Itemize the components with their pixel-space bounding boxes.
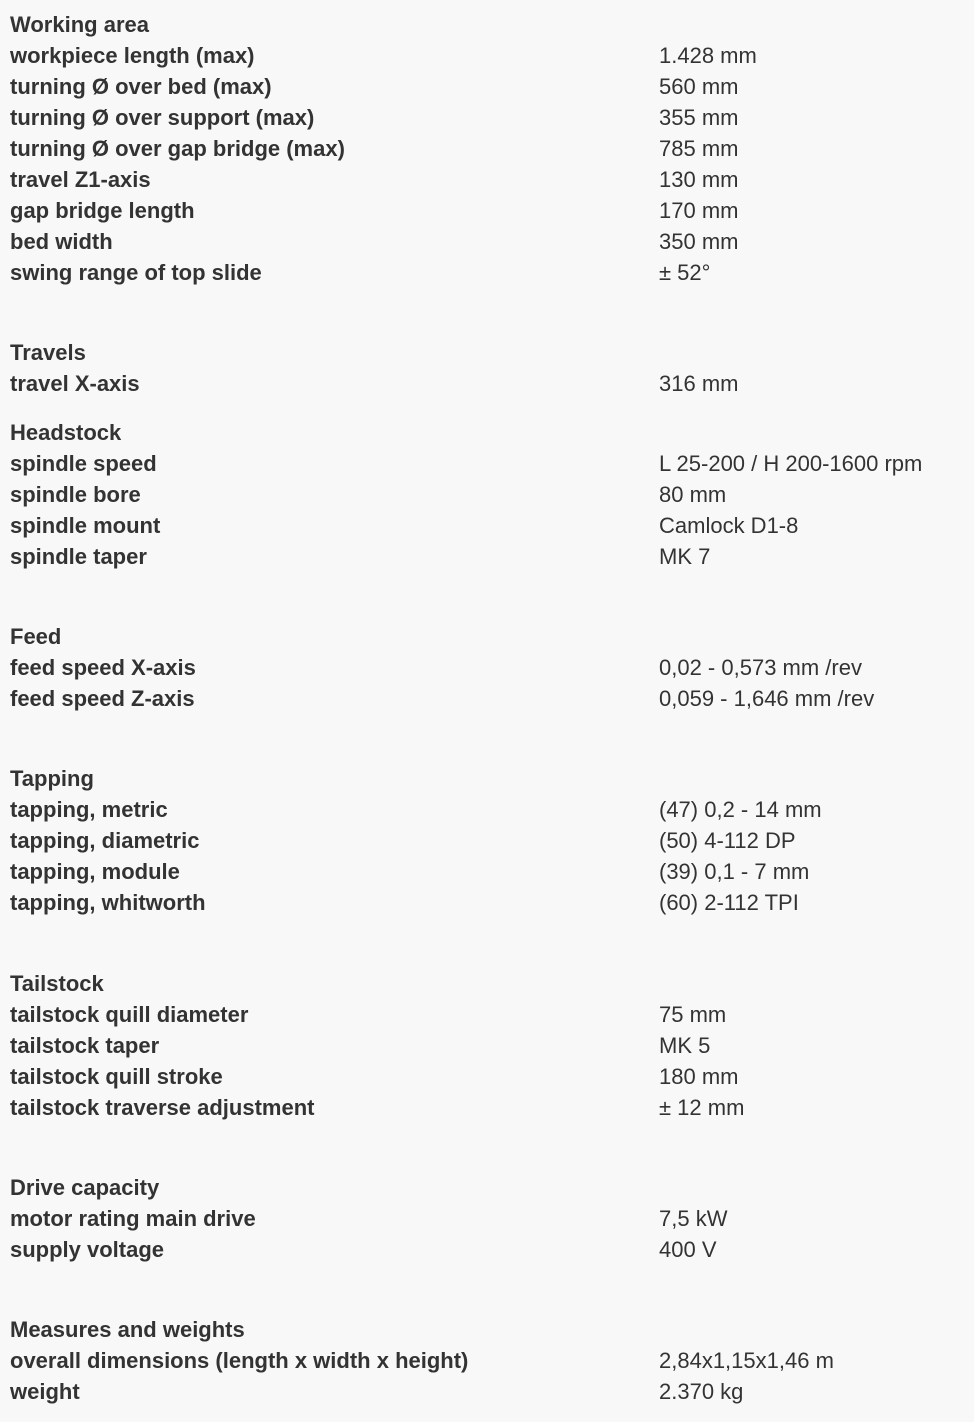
spec-value: 400 V [659,1237,717,1262]
spec-label: supply voltage [10,1237,165,1262]
spec-label: spindle mount [10,513,161,538]
spec-value: 316 mm [659,371,739,396]
spec-value: 75 mm [659,1002,727,1027]
spec-label: spindle speed [10,451,157,476]
spec-row [0,257,974,288]
section-tailstock [0,968,974,1123]
section-heading [0,968,974,999]
spec-value: 2.370 kg [659,1379,744,1404]
spec-label: travel Z1-axis [10,167,151,192]
section-headstock [0,417,974,572]
spec-row [0,226,974,257]
spec-label: weight [10,1379,80,1404]
spec-value: (60) 2-112 TPI [659,890,799,915]
spec-value: 560 mm [659,74,739,99]
section-title: Tapping [10,766,94,791]
spec-label: tailstock quill diameter [10,1002,249,1027]
spec-row [0,195,974,226]
spec-label: tailstock quill stroke [10,1064,223,1089]
spec-value: (47) 0,2 - 14 mm [659,797,822,822]
section-drive-capacity [0,1172,974,1265]
spec-label: tapping, whitworth [10,890,206,915]
section-heading [0,9,974,40]
section-heading [0,1172,974,1203]
spec-value: 2,84x1,15x1,46 m [659,1348,834,1373]
spec-label: turning Ø over bed (max) [10,74,272,99]
spec-row [0,40,974,71]
spec-value: 1.428 mm [659,43,757,68]
spec-row [0,999,974,1030]
section-title: Drive capacity [10,1175,160,1200]
spec-row [0,1376,974,1407]
spec-value: MK 5 [659,1033,711,1058]
spec-row [0,164,974,195]
section-measures-and-weights [0,1314,974,1407]
spec-value: 785 mm [659,136,739,161]
spec-label: spindle bore [10,482,141,507]
spec-row [0,856,974,887]
section-heading [0,621,974,652]
spec-row [0,1030,974,1061]
spec-label: tapping, diametric [10,828,200,853]
spec-label: tapping, module [10,859,180,884]
spec-row [0,510,974,541]
spec-value: 0,02 - 0,573 mm /rev [659,655,862,680]
spec-label: tapping, metric [10,797,168,822]
spec-label: gap bridge length [10,198,195,223]
spec-label: turning Ø over gap bridge (max) [10,136,345,161]
spec-row [0,71,974,102]
spec-row [0,479,974,510]
spec-row [0,683,974,714]
spec-row [0,448,974,479]
spec-label: spindle taper [10,544,147,569]
spec-label: feed speed Z-axis [10,686,195,711]
section-travels [0,337,974,399]
spec-row [0,541,974,572]
section-heading [0,763,974,794]
section-feed [0,621,974,714]
spec-value: Camlock D1-8 [659,513,799,538]
spec-row [0,1092,974,1123]
spec-label: swing range of top slide [10,260,262,285]
section-title: Feed [10,624,62,649]
section-heading [0,1314,974,1345]
spec-label: turning Ø over support (max) [10,105,315,130]
spec-value: 80 mm [659,482,727,507]
section-heading [0,417,974,448]
spec-value: (39) 0,1 - 7 mm [659,859,810,884]
section-title: Headstock [10,420,122,445]
spec-label: workpiece length (max) [10,43,255,68]
section-working-area [0,9,974,288]
spec-label: bed width [10,229,113,254]
spec-value: L 25-200 / H 200-1600 rpm [659,451,923,476]
spec-value: 180 mm [659,1064,739,1089]
section-title: Measures and weights [10,1317,245,1342]
spec-row [0,652,974,683]
spec-label: tailstock traverse adjustment [10,1095,315,1120]
section-title: Working area [10,12,149,37]
spec-row [0,1061,974,1092]
spec-row [0,1234,974,1265]
spec-value: 350 mm [659,229,739,254]
spec-value: MK 7 [659,544,711,569]
spec-value: ± 52° [659,260,711,285]
section-title: Tailstock [10,971,104,996]
spec-value: 7,5 kW [659,1206,728,1231]
spec-label: feed speed X-axis [10,655,196,680]
spec-value: 355 mm [659,105,739,130]
section-heading [0,337,974,368]
section-tapping [0,763,974,918]
spec-row [0,368,974,399]
spec-value: (50) 4-112 DP [659,828,796,853]
spec-row [0,1345,974,1376]
spec-label: travel X-axis [10,371,140,396]
spec-row [0,794,974,825]
spec-value: 0,059 - 1,646 mm /rev [659,686,875,711]
spec-row [0,825,974,856]
spec-value: 170 mm [659,198,739,223]
spec-row [0,133,974,164]
spec-label: tailstock taper [10,1033,160,1058]
spec-value: 130 mm [659,167,739,192]
spec-row [0,1203,974,1234]
spec-value: ± 12 mm [659,1095,745,1120]
spec-row [0,102,974,133]
spec-label: overall dimensions (length x width x height) [10,1348,469,1373]
spec-row [0,887,974,918]
section-title: Travels [10,340,86,365]
spec-label: motor rating main drive [10,1206,256,1231]
